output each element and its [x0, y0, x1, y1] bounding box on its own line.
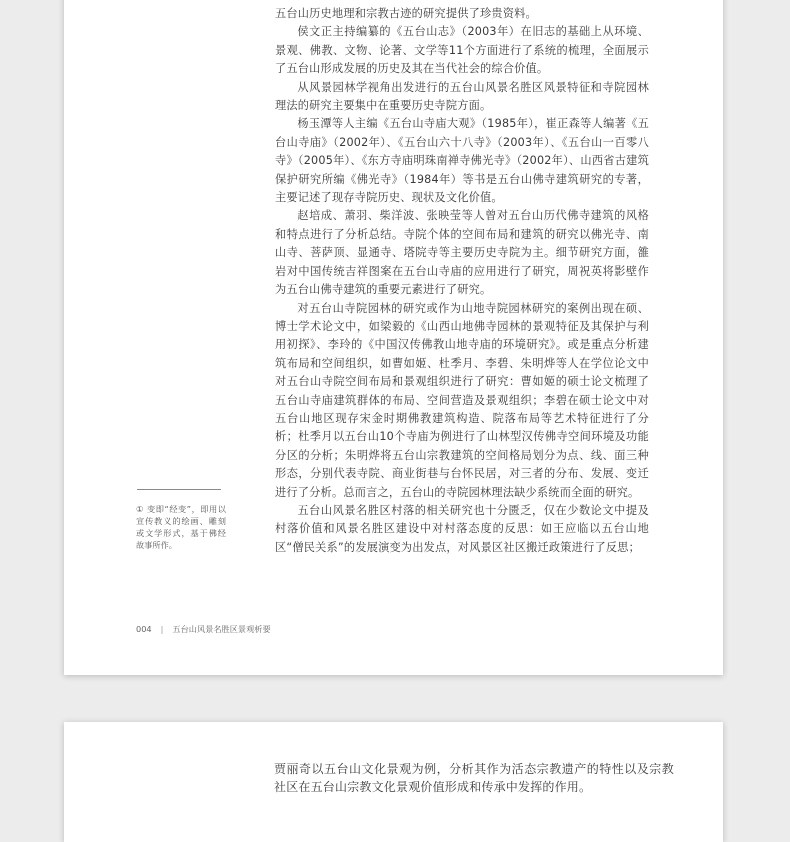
page-number: 004: [136, 624, 152, 634]
body-text-column: [274, 760, 674, 796]
paragraph: 侯文正主持编纂的《五台山志》（2003年）在旧志的基础上从环境、景观、佛教、文物、论著、文学等11个方面进行了系统的梳理，全面展示了五台山形成发展的历史及其在当代社会的综合价值。: [275, 25, 649, 76]
paragraph: 杨玉潭等人主编《五台山寺庙大观》（1985年），崔正森等人编著《五台山寺庙》（2002年）、《五台山六十八寺》（2003年）、《五台山一百零八寺》（2005年）、《东方寺庙明珠南禅寺佛光寺》（2002年）、山西省古建筑保护研究所编《佛光寺》（1984年）等书是五台山佛寺建筑研究的专著，主要记述了现存寺院历史、现状及文化价值。: [275, 117, 649, 205]
paragraph: 对五台山寺院园林的研究或作为山地寺院园林研究的案例出现在硕、博士学术论文中，如梁毅的《山西山地佛寺园林的景观特征及其保护与利用初探》、李玲的《中国汉传佛教山地寺庙的环境研究》。或是重点分析建筑布局和空间组织，如曹如姬、杜季月、李碧、朱明烨等人在学位论文中对五台山寺院空间布局和景观组织进行了研究：曹如姬的硕士论文梳理了五台山寺庙建筑群体的布局、空间营造及景观组织；李碧在硕士论文中对五台山地区现存宋金时期佛教建筑构造、院落布局等艺术特征进行了分析；杜季月以五台山10个寺庙为例进行了山林型汉传佛寺空间环境及功能分区的分析；朱明烨将五台山宗教建筑的空间格局划分为点、线、面三种形态，分别代表寺院、商业街巷与台怀民居，对三者的分布、发展、变迁进行了分析。总而言之，五台山的寺院园林理法缺少系统而全面的研究。: [275, 301, 649, 499]
footnote: ① 变即“经变”，即用以宣传教义的绘画、雕刻或文学形式，基于佛经故事所作。: [136, 504, 226, 550]
paragraph: 赵培成、萧羽、柴洋波、张映莹等人曾对五台山历代佛寺建筑的风格和特点进行了分析总结。寺院个体的空间布局和建筑的研究以佛光寺、南山寺、菩萨顶、显通寺、塔院寺等主要历史寺院为主。细节研究方面，雒岩对中国传统吉祥图案在五台山寺庙的应用进行了研究，周祝英将影壁作为五台山佛寺建筑的重要元素进行了研究。: [275, 209, 649, 297]
book-title: 五台山风景名胜区景观析要: [172, 624, 271, 634]
page-footer: [136, 624, 271, 635]
document-page-upper: [64, 0, 723, 675]
footnote-divider: [137, 489, 221, 490]
document-page-lower: [64, 722, 723, 842]
paragraph: 五台山风景名胜区村落的相关研究也十分匮乏，仅在少数论文中提及村落价值和风景名胜区建设中对村落态度的反思：如王应临以五台山地区“僧民关系”的发展演变为出发点，对风景区社区搬迁政策进行了反思；: [275, 503, 649, 554]
paragraph-continuation: 五台山历史地理和宗教古迹的研究提供了珍贵资料。: [275, 7, 537, 20]
body-text-column: [275, 5, 649, 557]
footer-separator: |: [160, 624, 164, 634]
paragraph-continuation: 贾丽奇以五台山文化景观为例，分析其作为活态宗教遗产的特性以及宗教社区在五台山宗教文化景观价值形成和传承中发挥的作用。: [274, 762, 674, 794]
paragraph: 从风景园林学视角出发进行的五台山风景名胜区风景特征和寺院园林理法的研究主要集中在重要历史寺院方面。: [275, 80, 649, 113]
